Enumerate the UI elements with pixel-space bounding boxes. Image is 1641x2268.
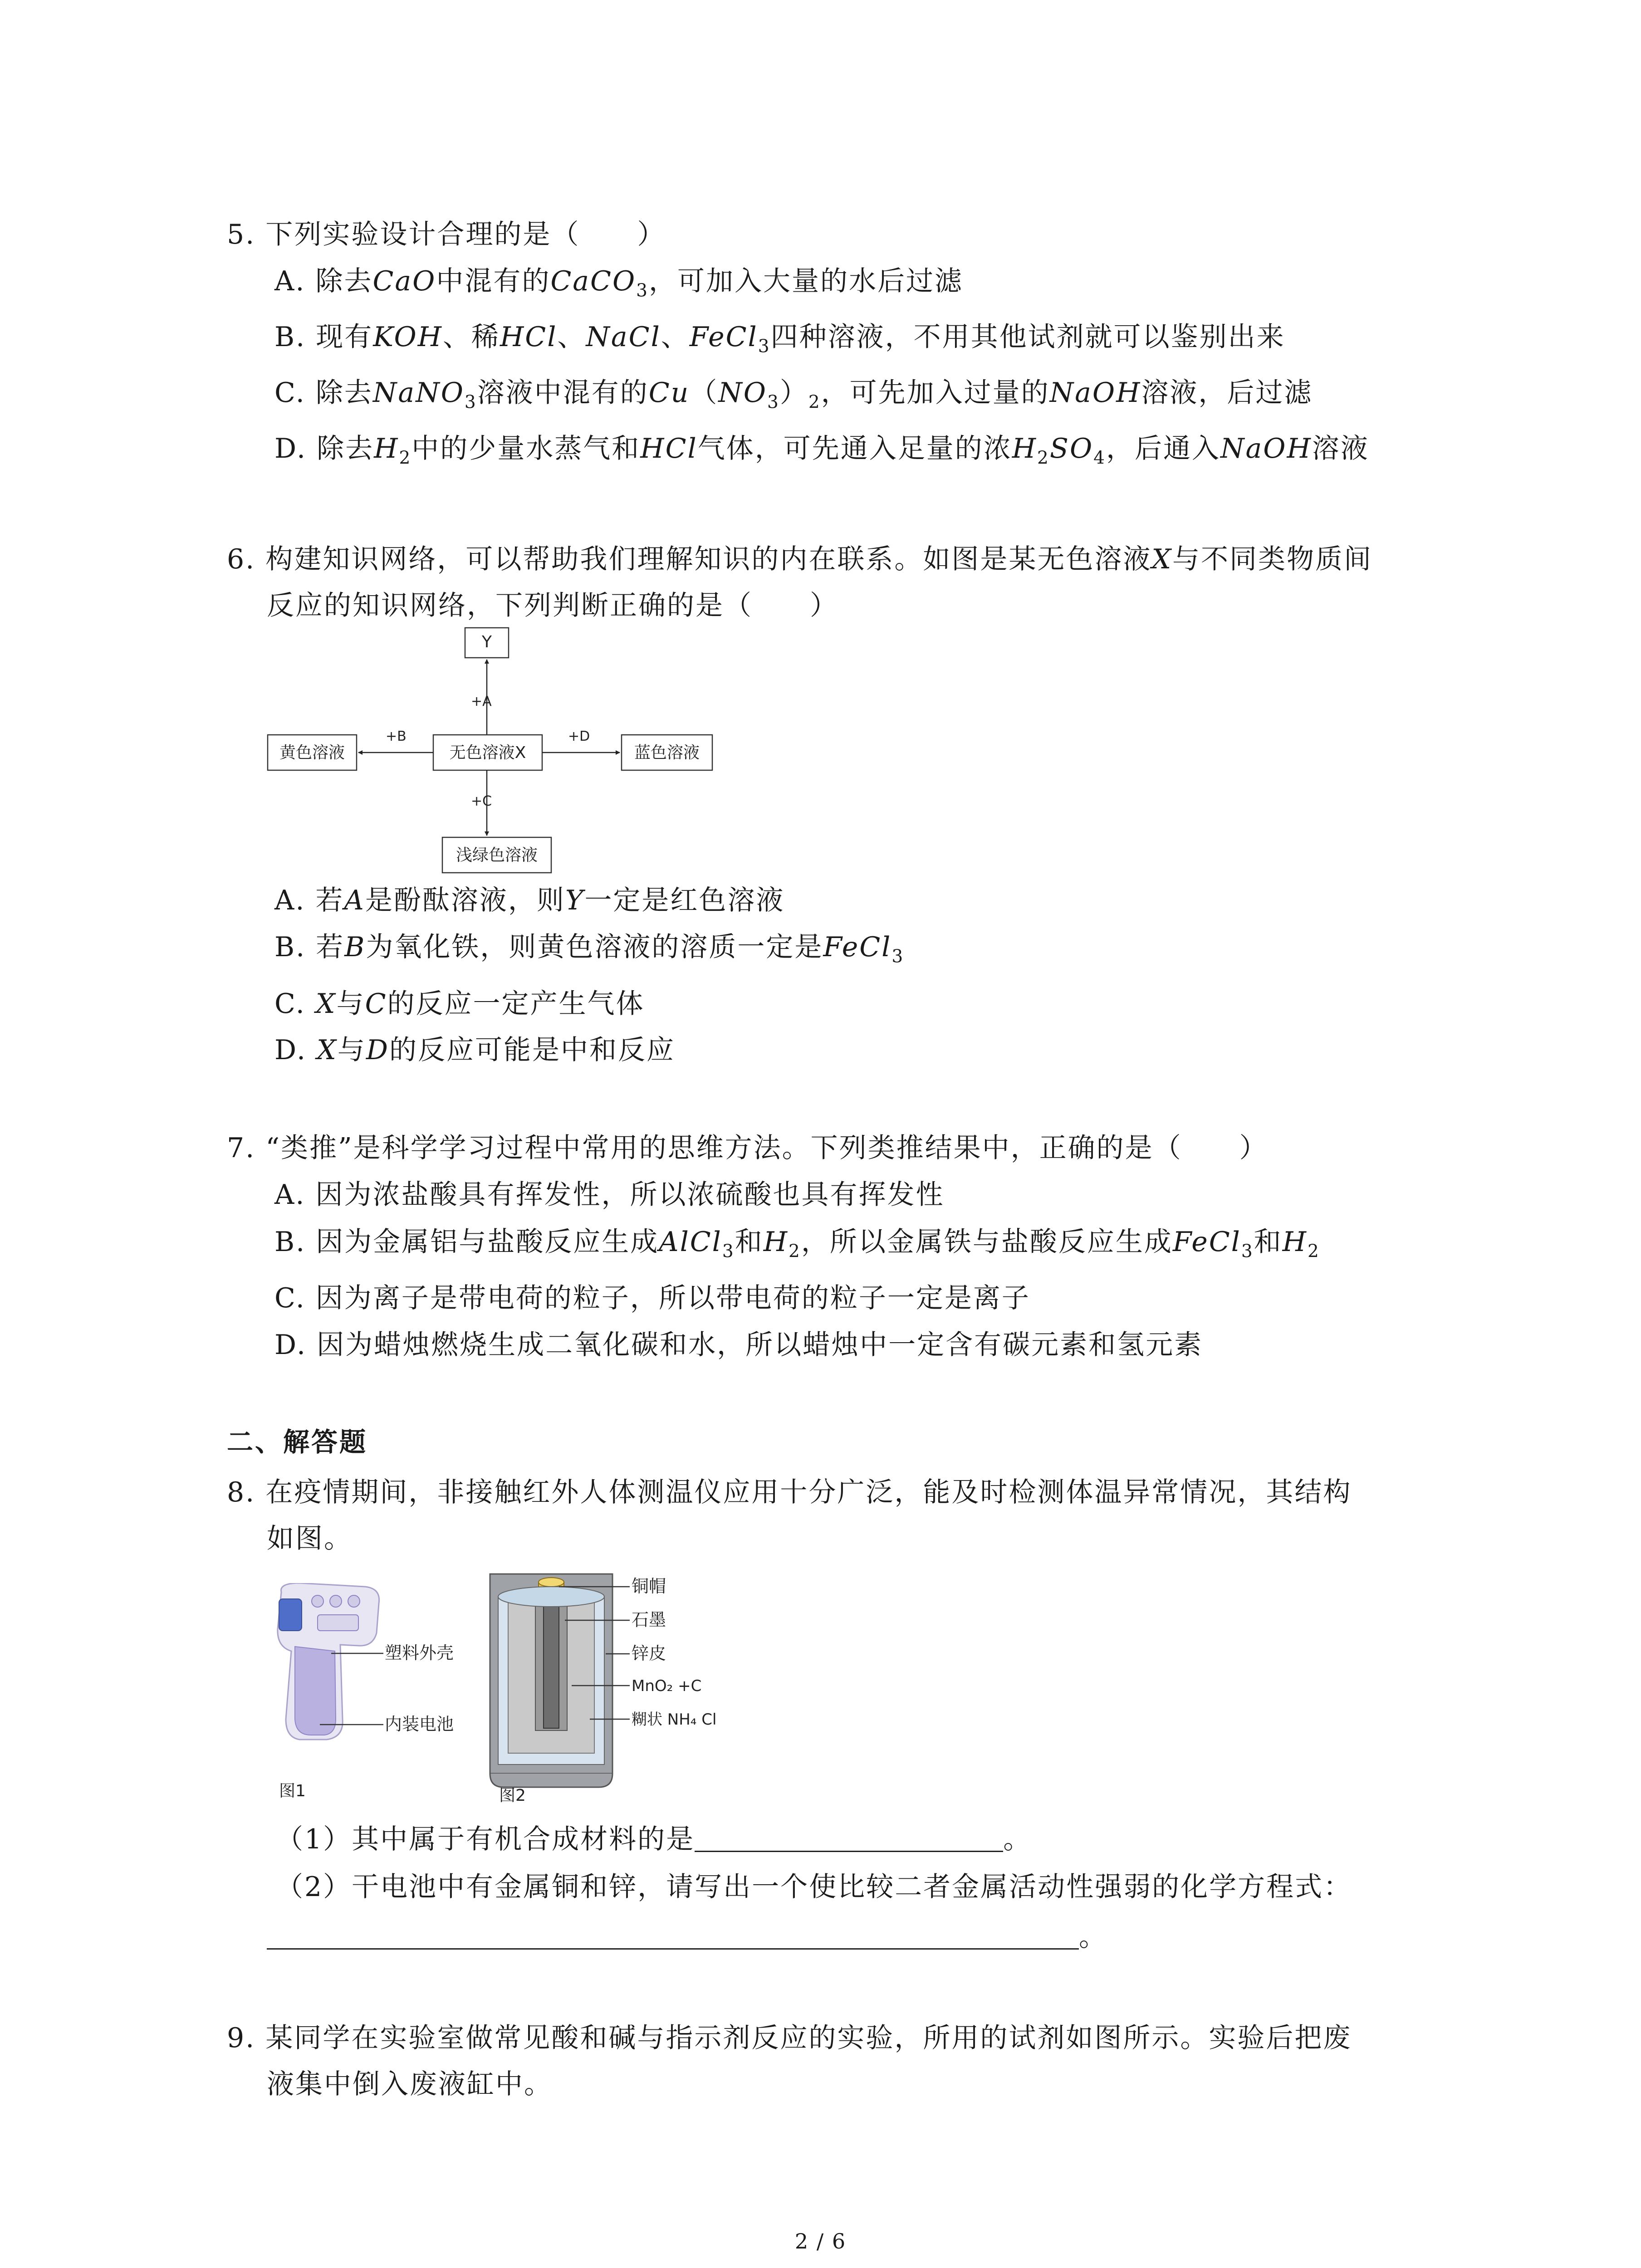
question-7-stem: 7. “类推”是科学学习过程中常用的思维方法。下列类推结果中，正确的是（ ） bbox=[227, 1132, 1268, 1164]
question-9-stem-line2: 液集中倒入废液缸中。 bbox=[267, 2068, 553, 2100]
section-heading-answer-questions: 二、解答题 bbox=[227, 1427, 368, 1457]
question-7-option-d: D. 因为蜡烛燃烧生成二氧化碳和水，所以蜡烛中一定含有碳元素和氢元素 bbox=[274, 1329, 1203, 1361]
question-6-stem-line2: 反应的知识网络，下列判断正确的是（ ） bbox=[267, 590, 838, 621]
question-8-sub-2-answer-line: 。 bbox=[267, 1923, 1107, 1950]
page-number: 2 / 6 bbox=[794, 2229, 847, 2253]
figure-2-caption: 图2 bbox=[499, 1786, 526, 1805]
question-8-stem-line1: 8. 在疫情期间，非接触红外人体测温仪应用十分广泛，能及时检测体温异常情况，其结构 bbox=[227, 1476, 1352, 1508]
box-y-label: Y bbox=[482, 633, 492, 651]
box-left-label: 黄色溶液 bbox=[279, 743, 345, 762]
question-6-option-a: A. 若A是酚酞溶液，则Y一定是红色溶液 bbox=[274, 885, 785, 916]
answer-blank-1[interactable] bbox=[695, 1827, 1003, 1852]
question-6-option-b: B. 若B为氧化铁，则黄色溶液的溶质一定是FeCl$_3$ bbox=[274, 931, 905, 967]
question-8-sub-1: （1）其中属于有机合成材料的是 。 bbox=[276, 1823, 1032, 1855]
box-right-label: 蓝色溶液 bbox=[634, 743, 700, 762]
question-8-stem-line2: 如图。 bbox=[267, 1523, 353, 1554]
label-plus-c: +C bbox=[471, 793, 492, 809]
label-plus-a: +A bbox=[471, 694, 492, 709]
box-center-label: 无色溶液X bbox=[449, 743, 526, 762]
label-mno2-c: MnO₂ +C bbox=[632, 1677, 702, 1695]
label-graphite: 石墨 bbox=[632, 1610, 666, 1630]
figure-2-dry-cell bbox=[485, 1565, 749, 1805]
figure-1-thermometer bbox=[268, 1583, 458, 1805]
figure-1-caption: 图1 bbox=[279, 1782, 306, 1800]
label-plus-d: +D bbox=[568, 728, 590, 744]
label-inner-battery: 内装电池 bbox=[385, 1714, 454, 1734]
question-9-stem-line1: 9. 某同学在实验室做常见酸和碱与指示剂反应的实验，所用的试剂如图所示。实验后把废 bbox=[227, 2022, 1352, 2054]
label-copper-cap: 铜帽 bbox=[632, 1576, 666, 1596]
knowledge-network-diagram bbox=[263, 626, 726, 880]
question-5-option-a: A. 除去CaO中混有的CaCO$_3$，可加入大量的水后过滤 bbox=[274, 265, 963, 301]
question-7-option-c: C. 因为离子是带电荷的粒子，所以带电荷的粒子一定是离子 bbox=[274, 1282, 1030, 1314]
question-7-option-b: B. 因为金属铝与盐酸反应生成AlCl$_3$和$H_2$，所以金属铁与盐酸反应生成FeCl$_3$和$H_2$ bbox=[274, 1226, 1320, 1262]
question-6-stem-line1: 6. 构建知识网络，可以帮助我们理解知识的内在联系。如图是某无色溶液X与不同类物质间 bbox=[227, 543, 1373, 575]
box-bottom-label: 浅绿色溶液 bbox=[456, 846, 538, 865]
question-6-option-d: D. X与D的反应可能是中和反应 bbox=[274, 1034, 675, 1066]
question-6-option-c: C. X与C的反应一定产生气体 bbox=[274, 988, 645, 1020]
question-5-option-d: D. 除去$H_2$中的少量水蒸气和HCl气体，可先通入足量的浓$H_2SO_4$，后通入NaOH溶液 bbox=[274, 433, 1369, 469]
label-zinc-shell: 锌皮 bbox=[632, 1643, 666, 1663]
label-plus-b: +B bbox=[386, 728, 407, 744]
question-8-sub-2: （2）干电池中有金属铜和锌，请写出一个使比较二者金属活动性强弱的化学方程式： bbox=[276, 1871, 1352, 1903]
answer-blank-2[interactable] bbox=[267, 1925, 1079, 1950]
question-5-option-c: C. 除去NaNO$_3$溶液中混有的$Cu(NO_3)_2$，可先加入过量的NaOH溶液，后过滤 bbox=[274, 377, 1313, 413]
label-plastic-shell: 塑料外壳 bbox=[385, 1643, 454, 1663]
question-5-option-b: B. 现有KOH、稀HCl、NaCl、FeCl$_3$四种溶液，不用其他试剂就可以鉴别出来 bbox=[274, 321, 1285, 357]
question-5-stem: 5. 下列实验设计合理的是（ ） bbox=[227, 219, 666, 250]
label-nh4cl-paste: 糊状 NH₄ Cl bbox=[632, 1711, 717, 1729]
question-7-option-a: A. 因为浓盐酸具有挥发性，所以浓硫酸也具有挥发性 bbox=[274, 1179, 945, 1211]
